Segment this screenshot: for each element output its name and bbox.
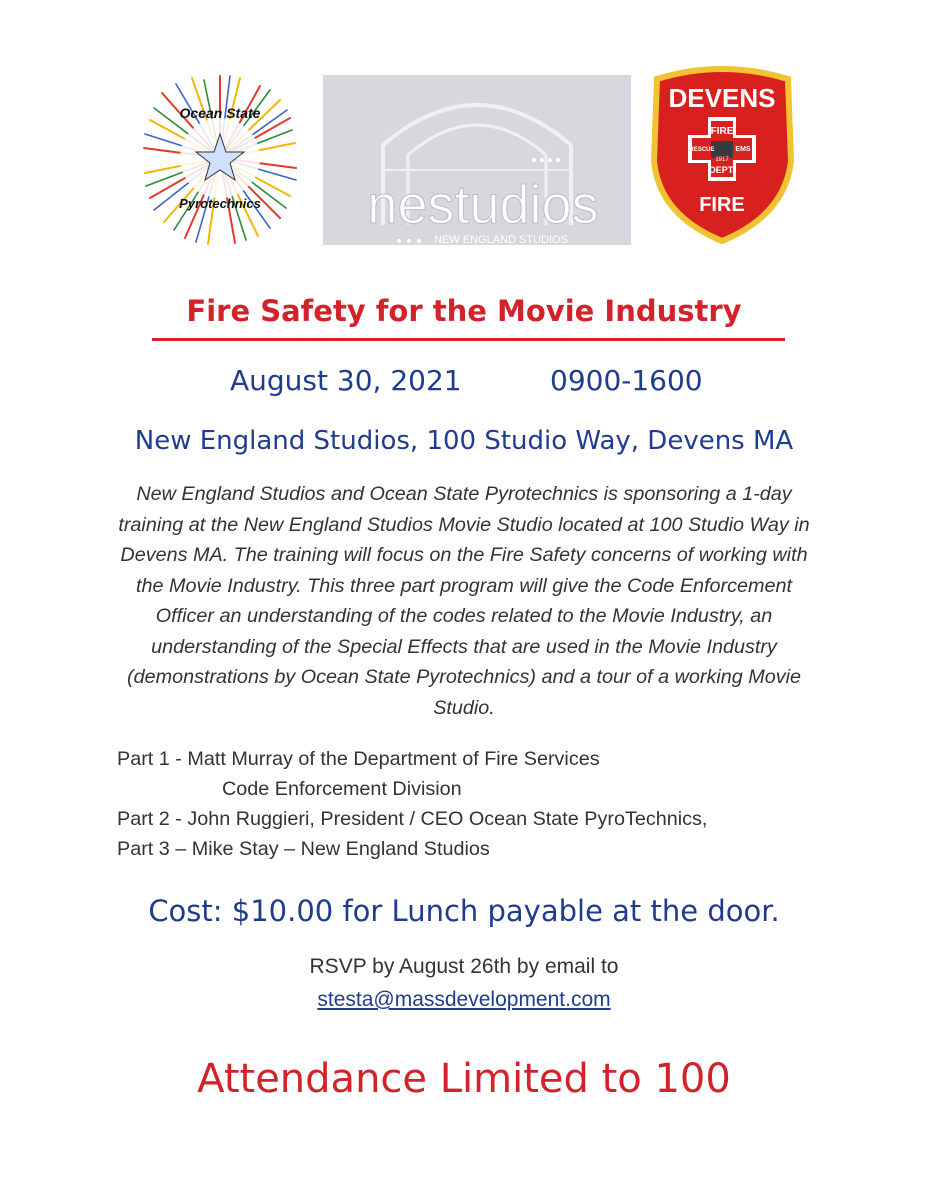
- rsvp-email-link[interactable]: stesta@massdevelopment.com: [317, 988, 611, 1011]
- ne-studios-tagline: NEW ENGLAND STUDIOS: [434, 234, 568, 245]
- rsvp-line: RSVP by August 26th by email to: [309, 955, 619, 978]
- devens-fire-patch: [645, 65, 800, 245]
- patch-text-year: 1917: [715, 157, 729, 163]
- part-2: Part 2 - John Ruggieri, President / CEO Ocean State PyroTechnics,: [117, 808, 708, 830]
- ocean-state-logo-text-top: Ocean State: [179, 105, 261, 121]
- part-1: Part 1 - Matt Murray of the Department of Fire Services: [117, 748, 600, 770]
- patch-text-cross-top: FIRE: [710, 126, 734, 137]
- patch-text-cross-left: RESCUE: [689, 147, 715, 153]
- part-3: Part 3 – Mike Stay – New England Studios: [117, 838, 490, 860]
- event-time: 0900-1600: [550, 364, 703, 397]
- ocean-state-pyrotechnics-logo: [140, 68, 300, 248]
- event-venue: New England Studios, 100 Studio Way, Devens MA: [134, 426, 794, 456]
- event-date: August 30, 2021: [230, 364, 462, 397]
- ocean-state-logo-text-bottom: Pyrotechnics: [179, 196, 261, 211]
- cost-line: Cost: $10.00 for Lunch payable at the door.: [148, 894, 780, 928]
- title-underline: [152, 338, 785, 341]
- part-1-continued: Code Enforcement Division: [222, 778, 462, 800]
- patch-text-cross-bottom: DEPT.: [709, 165, 735, 175]
- new-england-studios-logo: [323, 75, 631, 245]
- patch-text-devens: DEVENS: [668, 83, 776, 113]
- event-description: New England Studios and Ocean State Pyrotechnics is sponsoring a 1-day training at the New England Studios Movie Studio located at 100 Studio Way in Devens MA. The training will focus on the Fire Safety concerns of working with the Movie Industry. This three part program will give the Code Enforcement Officer an understanding of the codes related to the Movie Industry, an understanding of the Special Effects that are used in the Movie Industry (demonstrations by Ocean State Pyrotechnics) and a tour of a working Movie Studio.: [118, 483, 810, 719]
- patch-text-fire: FIRE: [699, 194, 745, 216]
- flyer-title: Fire Safety for the Movie Industry: [186, 294, 742, 328]
- patch-text-cross-right: EMS: [735, 146, 751, 153]
- ne-studios-wordmark: nestudios: [367, 175, 599, 235]
- rsvp-email-row: [0, 988, 928, 1012]
- program-parts: [117, 744, 707, 864]
- attendance-limit: Attendance Limited to 100: [197, 1056, 731, 1102]
- logo-row: [0, 60, 928, 250]
